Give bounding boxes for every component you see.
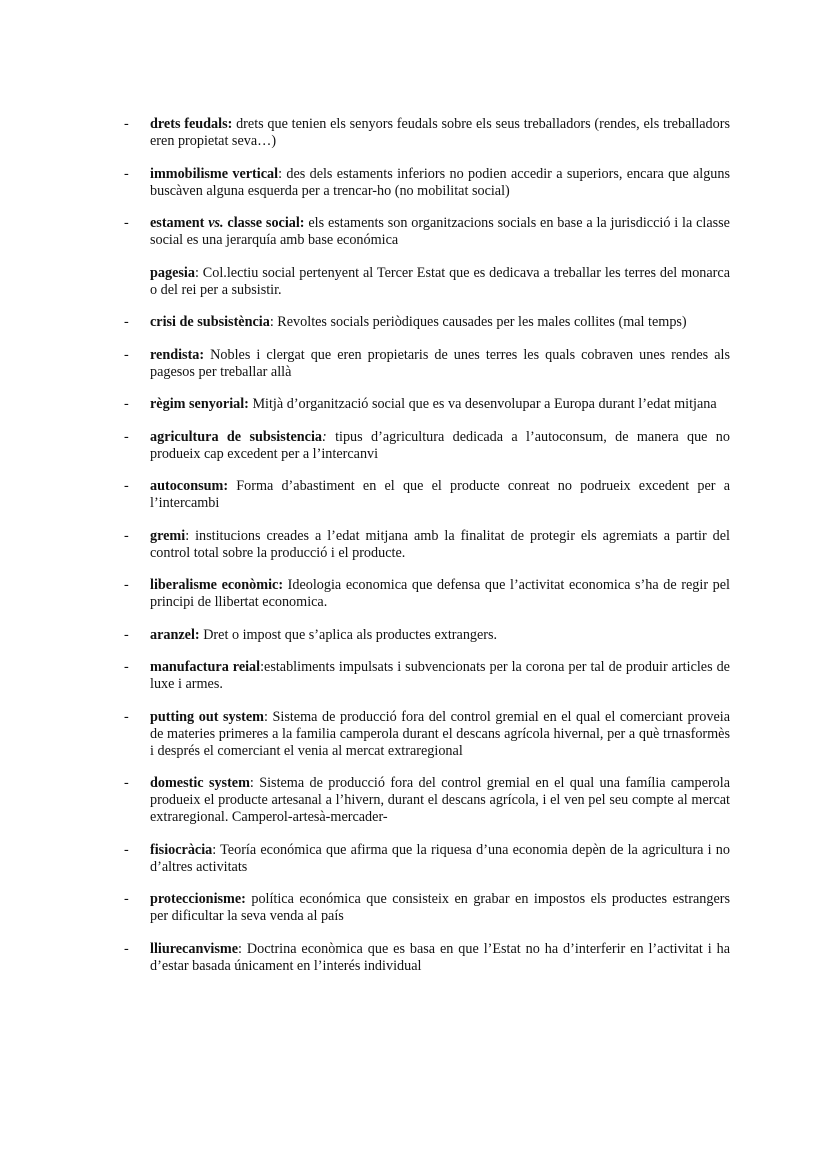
glossary-term: immobilisme vertical	[150, 165, 279, 182]
glossary-entry-pagesia	[120, 265, 730, 299]
list-bullet: -	[124, 527, 129, 544]
list-bullet: -	[124, 165, 129, 182]
glossary-term-italic: vs.	[208, 215, 224, 231]
glossary-definition: : Doctrina econòmica que es basa en que l’Estat no ha d’interferir en l’activitat i ha d’estar basada únicament en l’interés individual	[150, 940, 730, 974]
list-bullet: -	[124, 626, 129, 643]
list-bullet: -	[124, 346, 129, 363]
glossary-entry-liberalisme-economic	[120, 577, 730, 611]
glossary-entry-crisi-de-subsistencia	[120, 314, 730, 331]
glossary-entry-lliurecanvisme	[120, 941, 730, 975]
glossary-term: putting out system	[150, 708, 264, 725]
glossary-entry-gremi	[120, 528, 730, 562]
glossary-definition: : institucions creades a l’edat mitjana amb la finalitat de protegir els agremiats a partir del control total sobre la producció i el producte.	[150, 527, 730, 561]
glossary-term: pagesia	[150, 264, 195, 281]
glossary-term: domestic system	[150, 775, 250, 791]
glossary-definition: :establiments impulsats i subvencionats per la corona per tal de produir articles de luxe i armes.	[150, 659, 730, 692]
list-bullet: -	[124, 841, 129, 858]
glossary-entry-regim-senyorial	[120, 396, 730, 413]
glossary-definition: : Sistema de producció fora del control gremial en el qual una família camperola produeix el producte artesanal a l’hivern, durant el descans agrícola, i el ven pel seu compte al mercat extraregional. Camperol-artesà-mercader-	[150, 775, 730, 825]
glossary-entry-fisiocracia	[120, 842, 730, 876]
glossary-list	[120, 116, 730, 990]
glossary-definition-text: tipus d’agricultura dedicada a l’autoconsum, de manera que no produeix cap excedent per a l’intercanvi	[150, 428, 730, 462]
glossary-entry-immobilisme-vertical	[120, 166, 730, 200]
list-bullet: -	[124, 577, 129, 593]
list-bullet: -	[124, 775, 129, 791]
glossary-entry-manufactura-reial	[120, 659, 730, 693]
glossary-entry-putting-out-system	[120, 709, 730, 760]
glossary-term	[150, 215, 305, 231]
list-bullet: -	[124, 708, 129, 725]
glossary-term-part: estament	[150, 215, 209, 231]
list-bullet: -	[124, 478, 129, 494]
glossary-definition: Dret o impost que s’aplica als productes extrangers.	[199, 626, 498, 643]
glossary-term: aranzel:	[150, 626, 200, 643]
glossary-term: crisi de subsistència	[150, 314, 270, 330]
glossary-definition: : Col.lectiu social pertenyent al Tercer Estat que es dedicava a treballar les terres del monarca o del rei per a subsistir.	[150, 264, 730, 298]
glossary-definition: política económica que consisteix en grabar en impostos els productes estrangers per dificultar la seva venda al país	[150, 891, 730, 924]
list-bullet: -	[124, 940, 129, 957]
list-bullet: -	[124, 891, 129, 907]
glossary-term-part: classe social:	[223, 215, 305, 231]
glossary-definition: Ideologia economica que defensa que l’activitat economica s’ha de regir pel principi de llibertat economica.	[150, 577, 730, 610]
glossary-term: manufactura reial	[150, 659, 261, 675]
list-bullet: -	[124, 659, 129, 675]
glossary-entry-rendista	[120, 347, 730, 381]
glossary-entry-agricultura-de-subsistencia	[120, 429, 730, 463]
list-bullet: -	[124, 314, 129, 330]
glossary-entry-autoconsum	[120, 478, 730, 512]
italic-colon: :	[321, 428, 327, 445]
glossary-definition: els estaments son organitzacions socials en base a la jurisdicció i la classe social es una jerarquía amb base económica	[150, 215, 730, 248]
glossary-definition: : Teoría económica que afirma que la riquesa d’una economia depèn de la agricultura i no d’altres activitats	[150, 841, 730, 875]
glossary-term: autoconsum:	[150, 478, 229, 494]
glossary-definition: Forma d’abastiment en el que el producte conreat no podrueix excedent per a l’intercambi	[150, 478, 730, 511]
glossary-definition: Mitjà d’organització social que es va desenvolupar a Europa durant l’edat mitjana	[248, 396, 717, 412]
glossary-term: règim senyorial:	[150, 396, 249, 412]
glossary-term: proteccionisme:	[150, 891, 246, 907]
glossary-definition: : Revoltes socials periòdiques causades per les males collites (mal temps)	[269, 314, 687, 330]
glossary-term: fisiocràcia	[150, 841, 213, 858]
glossary-term: lliurecanvisme	[150, 940, 239, 957]
list-bullet: -	[124, 116, 129, 132]
glossary-definition: Nobles i clergat que eren propietaris de unes terres les quals cobraven unes rendes als pagesos per treballar allà	[150, 346, 730, 380]
glossary-term: rendista:	[150, 346, 205, 363]
list-bullet: -	[124, 428, 129, 445]
glossary-definition: : des dels estaments inferiors no podien accedir a superiors, encara que alguns buscàven alguna esquerda per a trencar-ho (no mobilitat social)	[150, 165, 730, 199]
list-bullet: -	[124, 215, 129, 231]
glossary-entry-estament-vs-classe-social	[120, 215, 730, 249]
list-bullet: -	[124, 396, 129, 412]
glossary-entry-domestic-system	[120, 775, 730, 826]
glossary-entry-drets-feudals	[120, 116, 730, 150]
glossary-entry-aranzel	[120, 627, 730, 644]
glossary-entry-proteccionisme	[120, 891, 730, 925]
glossary-definition: : Sistema de producció fora del control gremial en el qual el comerciant proveia de materies primeres a la familia camperola durant el descans agrícola hivernal, per a què trnasformès i després el comerciant el venia al mercat extraregional	[150, 708, 730, 759]
glossary-term: gremi	[150, 527, 186, 544]
glossary-definition: drets que tenien els senyors feudals sobre els seus treballadors (rendes, els treballadors eren propietat seva…)	[150, 116, 730, 149]
glossary-term: agricultura de subsistencia	[150, 428, 322, 445]
glossary-term: drets feudals:	[150, 116, 233, 132]
glossary-term: liberalisme econòmic:	[150, 577, 284, 593]
